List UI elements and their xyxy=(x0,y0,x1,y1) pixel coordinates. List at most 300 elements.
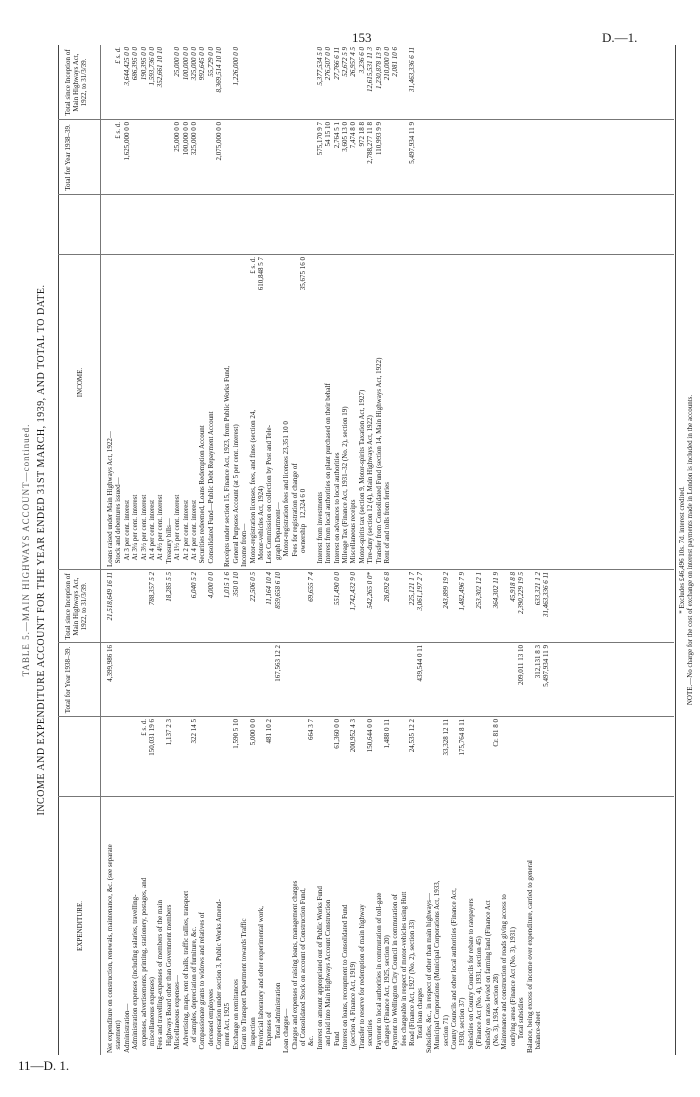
table-cell-value xyxy=(223,719,231,795)
table-row-label: Exchange on remittances xyxy=(231,979,240,1053)
table-cell-value xyxy=(291,122,299,193)
table-cell-value xyxy=(433,572,441,641)
table-cell-value xyxy=(198,645,206,715)
table-cell-value xyxy=(198,122,206,193)
table-row-label: Motor-spirits tax (section 9, Motor-spirits Taxation Act, 1927) xyxy=(357,389,366,567)
table-row-label: (No. 3), 1934, section 28) xyxy=(491,973,500,1053)
table-cell-value: 150,644 0 0 xyxy=(366,719,375,753)
footnote-star: * Excludes £46,496 10s. 7d. interest credited. xyxy=(678,486,686,614)
table-cell-value xyxy=(475,719,483,795)
table-cell-value: Cr. 81 8 0 xyxy=(491,719,500,747)
table-cell-value xyxy=(249,122,257,193)
table-row-label: miscellaneous expenses) xyxy=(147,976,156,1053)
table-row-label: Treasury bills— xyxy=(164,518,173,567)
table-row-label: Transfer to reserve for redemption of main highway xyxy=(357,904,366,1053)
column-divider xyxy=(58,796,674,797)
table-cell-value: 5,497,934 11 9 xyxy=(408,122,417,164)
table-cell-value xyxy=(249,47,257,118)
table-cell-value xyxy=(526,645,534,715)
table-cell-value xyxy=(249,645,257,715)
table-row-label xyxy=(400,317,408,567)
table-row-label: Interest on advances to local authorities xyxy=(332,452,341,567)
table-cell-value: 1,488 0 11 xyxy=(382,719,391,749)
table-row-label: Motor-vehicles Act, 1924) xyxy=(257,486,266,567)
table-cell-value xyxy=(450,572,458,641)
table-cell-value xyxy=(223,645,231,715)
table-cell-value: £ s. d. xyxy=(248,257,257,274)
table-row-label: Subsidies, &c., in respect of other than main highways— xyxy=(424,893,433,1053)
table-cell-value xyxy=(182,572,190,641)
table-cell-value xyxy=(299,645,307,715)
table-cell-value xyxy=(173,645,181,715)
table-cell-value xyxy=(240,47,248,118)
table-row-label: Transfer from Consolidated Fund (section 14, Main Highways Act, 1922) xyxy=(374,357,383,567)
table-cell-value xyxy=(131,122,139,193)
table-cell-value xyxy=(375,572,383,641)
table-row-label: At 1½ per cent. interest xyxy=(173,494,182,567)
footnotes xyxy=(678,45,695,1055)
table-cell-value xyxy=(307,122,315,193)
table-cell-value xyxy=(391,257,399,315)
table-cell-value xyxy=(182,257,190,315)
table-subtitle: INCOME AND EXPENDITURE ACCOUNT FOR THE YEAR ENDED 31ST MARCH, 1939, AND TOTAL TO DATE. xyxy=(36,284,47,816)
table-row-label: Provincial laboratory and other experimental work, xyxy=(257,906,266,1053)
table-cell-value xyxy=(433,645,441,715)
table-row-label: Payment to local authorities in commutation of toll-gate xyxy=(374,892,383,1053)
table-cell-value xyxy=(299,47,307,118)
table-cell-value xyxy=(156,719,164,795)
column-divider xyxy=(58,194,674,195)
table-cell-value xyxy=(291,257,299,315)
table-cell-value xyxy=(265,257,273,315)
table-cell-value xyxy=(467,572,475,641)
table-cell-value xyxy=(316,719,324,795)
table-cell-value: 551,490 0 0 xyxy=(332,572,341,606)
table-cell-value xyxy=(140,572,148,641)
table-cell-value: 11,164 10 4 xyxy=(265,572,274,605)
column-divider xyxy=(58,716,674,717)
table-cell-value: 542,265 0 0* xyxy=(366,572,375,609)
table-cell-value xyxy=(265,122,273,193)
table-row-label: Fund xyxy=(332,1031,341,1053)
table-cell-value: £ s. d. xyxy=(139,719,148,736)
table-row-label: &c. xyxy=(307,1035,316,1053)
table-cell-value xyxy=(324,645,332,715)
table-cell-value: 992,645 0 0 xyxy=(198,47,207,81)
table-row-label: Total administration xyxy=(273,982,282,1053)
expenditure-since-column xyxy=(106,572,551,641)
table-cell-value xyxy=(433,719,441,795)
table-row-label: Interest on loans, recoupment to Consolidated Fund xyxy=(340,904,349,1053)
table-cell-value xyxy=(240,122,248,193)
table-cell-value: 1,137 2 3 xyxy=(164,719,173,746)
year-total-header: Total for Year 1938–39. xyxy=(64,646,72,714)
table-row-label: statement) xyxy=(114,1020,123,1053)
table-row-label: Fees and travelling-expenses of members of the main xyxy=(156,900,165,1053)
table-row-label: graph Department— xyxy=(273,502,282,567)
table-row-label: Highways Board other than Government members xyxy=(164,904,173,1053)
table-cell-value: 190,395 0 0 xyxy=(139,47,148,81)
table-row-label: Administration— xyxy=(122,1003,131,1053)
table-cell-value xyxy=(114,257,122,315)
table-cell-value: 3,061,197 2 7 xyxy=(416,572,425,611)
table-cell-value xyxy=(140,645,148,715)
table-cell-value: 210,000 0 0 xyxy=(382,47,391,81)
table-row-label: Administration expenses (including salaries, travelling- xyxy=(131,894,140,1053)
table-cell-value xyxy=(165,257,173,315)
table-row-label: Receipts under section 15, Finance Act, 1923, from Public Works Fund, xyxy=(223,365,232,567)
table-row-label: Road (Finance Act, 1927 (No. 2), section 33) xyxy=(408,919,417,1053)
table-cell-value xyxy=(500,572,508,641)
table-cell-value xyxy=(400,257,408,315)
table-cell-value xyxy=(383,122,391,193)
table-cell-value: 972 18 8 xyxy=(357,122,366,147)
table-cell-value xyxy=(173,719,181,795)
table-cell-value xyxy=(391,645,399,715)
table-cell-value xyxy=(131,645,139,715)
column-divider xyxy=(58,254,674,255)
table-cell-value: 8,369,514 10 10 xyxy=(215,47,224,93)
table-cell-value: 1,590 5 10 xyxy=(231,719,240,749)
table-cell-value xyxy=(123,645,131,715)
table-cell-value xyxy=(123,719,131,795)
table-cell-value xyxy=(408,645,416,715)
table-cell-value: 200,952 4 3 xyxy=(349,719,358,753)
table-row-label: Consolidated Fund—Public Debt Repayment Account xyxy=(206,411,215,567)
table-cell-value xyxy=(215,257,223,315)
table-cell-value xyxy=(282,572,290,641)
table-cell-value xyxy=(391,122,399,193)
table-cell-value: £ s. d. xyxy=(114,122,123,139)
table-cell-value: 5,377,534 5 0 xyxy=(315,47,324,86)
table-row-label: At 3 per cent. interest xyxy=(122,499,131,567)
table-row-label: ment Act, 1925 xyxy=(223,1003,232,1053)
table-cell-value: 276,507 0 0 xyxy=(324,47,333,81)
table-row-label: deceased employees xyxy=(206,989,215,1053)
income-since-column xyxy=(106,47,416,118)
table-row-label: At 2 per cent. interest xyxy=(181,499,190,567)
table-cell-value: 35,675 16 0 xyxy=(298,257,307,291)
table-cell-value xyxy=(500,719,508,795)
table-cell-value: 25,000 0 0 xyxy=(173,47,182,77)
table-cell-value xyxy=(299,719,307,795)
table-cell-value xyxy=(324,257,332,315)
table-cell-value xyxy=(165,47,173,118)
table-cell-value: 45,918 8 8 xyxy=(508,572,517,602)
table-cell-value xyxy=(400,645,408,715)
table-cell-value xyxy=(509,719,517,795)
table-cell-value: 69,655 7 4 xyxy=(307,572,316,602)
table-cell-value xyxy=(291,572,299,641)
table-row-label: Maintenance and construction of roads giving access to xyxy=(500,894,509,1053)
table-cell-value xyxy=(156,257,164,315)
table-cell-value: 55,729 0 0 xyxy=(206,47,215,77)
table-cell-value xyxy=(240,645,248,715)
table-row-label: ownership 12,324 6 0 xyxy=(298,488,307,567)
table-cell-value: 5,497,934 11 9 xyxy=(542,645,551,687)
table-cell-value: 610,848 5 7 xyxy=(257,257,266,291)
table-cell-value: 61,360 0 0 xyxy=(332,719,341,749)
table-cell-value xyxy=(114,645,122,715)
table-cell-value xyxy=(223,47,231,118)
table-cell-value xyxy=(131,719,139,795)
table-cell-value xyxy=(375,257,383,315)
table-cell-value xyxy=(198,719,206,795)
table-cell-value xyxy=(358,257,366,315)
table-cell-value: 686,395 0 0 xyxy=(131,47,140,81)
table-cell-value: 3,644,425 0 0 xyxy=(122,47,131,86)
table-cell-value xyxy=(534,719,542,795)
table-cell-value: 322 14 5 xyxy=(189,719,198,744)
table-cell-value: 325,000 0 0 xyxy=(189,47,198,81)
table-cell-value xyxy=(106,47,114,118)
table-cell-value xyxy=(341,257,349,315)
table-row-label: Loan charges— xyxy=(282,1008,291,1053)
table-cell-value: 54 15 10 xyxy=(324,122,333,147)
expenditure-detail-column xyxy=(106,719,551,795)
footnote-note: NOTE.—No charge for the cost of exchange on interest payments made in London is included in the accounts. xyxy=(686,394,695,706)
table-cell-value: 481 10 2 xyxy=(265,719,274,744)
table-row-label: County Councils and other local authorities (Finance Act, xyxy=(450,888,459,1053)
table-cell-value: 1,482,496 7 9 xyxy=(458,572,467,611)
table-cell-value xyxy=(425,645,433,715)
table-row-label: Income from— xyxy=(240,523,249,567)
table-cell-value xyxy=(333,645,341,715)
table-row-label: fees chargeable in respect of motor-vehicles using Hutt xyxy=(399,891,408,1053)
table-cell-value: 4,000 0 0 xyxy=(206,572,215,599)
table-cell-value xyxy=(467,645,475,715)
table-cell-value xyxy=(458,645,466,715)
table-cell-value xyxy=(148,122,156,193)
table-row-label: inspection xyxy=(248,1017,257,1053)
table-cell-value xyxy=(425,572,433,641)
page-number: 153 xyxy=(352,30,372,45)
expenditure-description-column xyxy=(106,799,551,1053)
table-row-label: Payment to Wellington City Council in commutation of xyxy=(391,894,400,1053)
table-cell-value xyxy=(307,257,315,315)
table-cell-value xyxy=(324,719,332,795)
table-cell-value: 243,899 19 2 xyxy=(441,572,450,609)
table-cell-value: 27,766 6 11 xyxy=(332,47,341,80)
table-cell-value xyxy=(383,645,391,715)
table-row-label: Motor-registration fees and licenses 23,351 10 0 xyxy=(282,421,291,567)
table-cell-value xyxy=(182,719,190,795)
table-cell-value xyxy=(282,47,290,118)
table-cell-value xyxy=(375,719,383,795)
table-cell-value xyxy=(349,645,357,715)
table-cell-value: 312,131 8 3 xyxy=(533,645,542,679)
table-cell-value: 325,000 0 0 xyxy=(189,122,198,156)
table-cell-value xyxy=(131,257,139,315)
table-cell-value: 7,474 8 0 xyxy=(349,122,358,149)
table-cell-value: 5,000 0 0 xyxy=(248,719,257,746)
table-cell-value xyxy=(165,645,173,715)
table-cell-value xyxy=(156,572,164,641)
table-cell-value: 167,563 12 2 xyxy=(273,645,282,682)
table-cell-value: 364,302 11 9 xyxy=(491,572,500,609)
table-row-label: Fees for registration of change of xyxy=(290,463,299,567)
table-row-label: Rent of and tolls from ferries xyxy=(382,482,391,567)
table-cell-value xyxy=(182,645,190,715)
table-cell-value xyxy=(173,257,181,315)
table-row-label: charges (Finance Act, 1925, section 20) xyxy=(382,935,391,1053)
table-cell-value: 52,672 5 9 xyxy=(340,47,349,77)
table-cell-value: 4,399,986 16 xyxy=(106,645,114,682)
table-cell-value xyxy=(215,572,223,641)
table-cell-value xyxy=(484,645,492,715)
table-cell-value xyxy=(391,572,399,641)
table-cell-value xyxy=(291,47,299,118)
table-row-label: Charges and expenses of raising loans, management charges xyxy=(290,880,299,1053)
table-cell-value xyxy=(240,257,248,315)
table-cell-value xyxy=(299,572,307,641)
table-cell-value: 1,742,432 9 0 xyxy=(349,572,358,611)
table-row-label: Securities redeemed, Loans Redemption Account xyxy=(198,425,207,567)
table-cell-value xyxy=(274,257,282,315)
table-cell-value xyxy=(358,719,366,795)
table-row-label: (Finance Act (No. 4), 1931, section 45) xyxy=(475,936,484,1053)
table-cell-value xyxy=(442,645,450,715)
table-cell-value: 664 3 7 xyxy=(307,719,316,740)
table-cell-value xyxy=(333,257,341,315)
table-row-label: Stock and debentures issued— xyxy=(114,477,123,567)
table-cell-value: 633,321 1 2 xyxy=(533,572,542,606)
table-cell-value xyxy=(274,719,282,795)
table-row-label: Subsidy on rates levied on farming land (Finance Act xyxy=(483,900,492,1053)
table-cell-value xyxy=(299,122,307,193)
table-cell-value xyxy=(265,645,273,715)
table-cell-value xyxy=(140,257,148,315)
table-cell-value xyxy=(282,257,290,315)
table-cell-value xyxy=(257,122,265,193)
table-cell-value xyxy=(140,122,148,193)
table-row-label: Subsidies on County Councils for rebate to ratepayers xyxy=(466,898,475,1053)
table-cell-value: 2,764 5 1 xyxy=(332,122,341,149)
table-row-label: At 4½ per cent. interest xyxy=(156,494,165,567)
table-cell-value xyxy=(425,719,433,795)
table-cell-value xyxy=(207,122,215,193)
table-title: TABLE 5.—MAIN HIGHWAYS ACCOUNT—continued. xyxy=(21,423,31,677)
table-cell-value xyxy=(207,719,215,795)
page-footer: 11—D. 1. xyxy=(18,1058,70,1073)
table-cell-value: 110,993 9 9 xyxy=(374,122,383,155)
table-cell-value xyxy=(526,719,534,795)
table-row-label: section 71) xyxy=(441,1015,450,1053)
table-cell-value xyxy=(282,122,290,193)
table-cell-value: 100,000 0 0 xyxy=(181,122,190,156)
table-row-label: Miscellaneous expenses— xyxy=(173,975,182,1053)
table-cell-value xyxy=(156,122,164,193)
table-row-label: Compassionate grants to widows and relatives of xyxy=(198,912,207,1053)
table-cell-value xyxy=(131,572,139,641)
table-cell-value xyxy=(232,257,240,315)
table-cell-value xyxy=(341,572,349,641)
table-cell-value: 209,011 13 10 xyxy=(517,645,526,685)
table-cell-value xyxy=(484,572,492,641)
table-row-label: General Purposes Account (at 5 per cent. interest) xyxy=(231,424,240,567)
table-cell-value xyxy=(450,645,458,715)
table-cell-value xyxy=(366,257,374,315)
table-cell-value xyxy=(148,645,156,715)
table-row-label: Advertising, maps, rent of halls, traffic tallies, transport xyxy=(181,890,190,1053)
table-cell-value xyxy=(123,572,131,641)
table-row-label: Loans raised under Main Highways Act, 1922— xyxy=(106,431,114,567)
table-cell-value: 28,692 6 8 xyxy=(382,572,391,602)
table-cell-value: 31,463,336 6 11 xyxy=(542,572,551,617)
expenditure-year-column xyxy=(106,645,551,715)
table-row-label: Interest on amount appropriated out of Public Works Fund xyxy=(315,886,324,1053)
table-cell-value xyxy=(156,645,164,715)
table-cell-value xyxy=(492,645,500,715)
table-row-label: At 3½ per cent. interest xyxy=(139,494,148,567)
table-cell-value xyxy=(257,47,265,118)
table-cell-value xyxy=(240,572,248,641)
table-row-label: At 3¼ per cent. interest xyxy=(131,494,140,567)
column-divider xyxy=(58,642,674,643)
table-cell-value: 22,506 0 5 xyxy=(248,572,257,602)
table-row-label: of samples, depreciation of furniture, &c. xyxy=(189,926,198,1053)
table-cell-value: 439,544 0 11 xyxy=(416,645,425,682)
income-year-total-header: Total for Year 1938–39. xyxy=(64,124,72,191)
table-cell-value xyxy=(542,719,550,795)
table-cell-value xyxy=(215,645,223,715)
table-cell-value: 352,661 10 10 xyxy=(156,47,165,88)
table-row-label xyxy=(408,317,416,567)
table-cell-value xyxy=(207,257,215,315)
table-row-label: At 4 per cent. interest xyxy=(147,499,156,567)
table-cell-value: 31,463,336 6 11 xyxy=(408,47,417,92)
table-row-label: expenses, advertisements, printing, stationery, postages, and xyxy=(139,877,148,1053)
table-cell-value xyxy=(341,645,349,715)
table-cell-value xyxy=(526,572,534,641)
table-cell-value xyxy=(198,257,206,315)
table-row-label: Tire-duty (section 12 (4), Main Highways Act, 1922) xyxy=(366,415,375,567)
table-cell-value xyxy=(500,645,508,715)
table-cell-value xyxy=(375,645,383,715)
table-row-label xyxy=(542,799,550,1053)
table-cell-value xyxy=(198,572,206,641)
table-row-label: of Consolidated Stock on account of Construction Fund, xyxy=(298,888,307,1053)
table-row-label: Compensation under section 3, Public Works Amend- xyxy=(215,899,224,1053)
table-row-label: Motor-registration licenses, fees, and fines (section 24, xyxy=(248,409,257,567)
table-cell-value xyxy=(307,47,315,118)
table-cell-value: 1,625,000 0 0 xyxy=(122,122,131,161)
document-reference: D.—1. xyxy=(602,30,638,45)
table-cell-value xyxy=(400,47,408,118)
income-header: INCOME. xyxy=(76,367,84,398)
table-cell-value xyxy=(400,572,408,641)
table-row-label: Balance, being excess of income over expenditure, carried to general xyxy=(525,860,534,1053)
table-cell-value: 2,081 10 6 xyxy=(391,47,400,77)
table-cell-value xyxy=(366,645,374,715)
table-cell-value xyxy=(123,257,131,315)
table-row-label: Total loan charges xyxy=(416,988,425,1053)
table-cell-value xyxy=(341,719,349,795)
table-cell-value xyxy=(257,572,265,641)
table-cell-value xyxy=(408,257,416,315)
table-row-label: Grant to Transport Department towards Traffic xyxy=(240,918,249,1053)
income-description-column xyxy=(106,317,416,567)
table-cell-value xyxy=(190,645,198,715)
table-cell-value xyxy=(165,122,173,193)
table-cell-value xyxy=(207,645,215,715)
table-row-label: Less Commission on collection by Post and Tele- xyxy=(265,425,274,567)
table-cell-value: 350 0 10 xyxy=(231,572,240,597)
table-cell-value xyxy=(291,645,299,715)
table-cell-value: 150,031 19 6 xyxy=(147,719,156,756)
since-inception-header: Total since Inception of Main Highways Act, 1922, to 31/3/39. xyxy=(64,573,88,640)
table-cell-value xyxy=(358,572,366,641)
